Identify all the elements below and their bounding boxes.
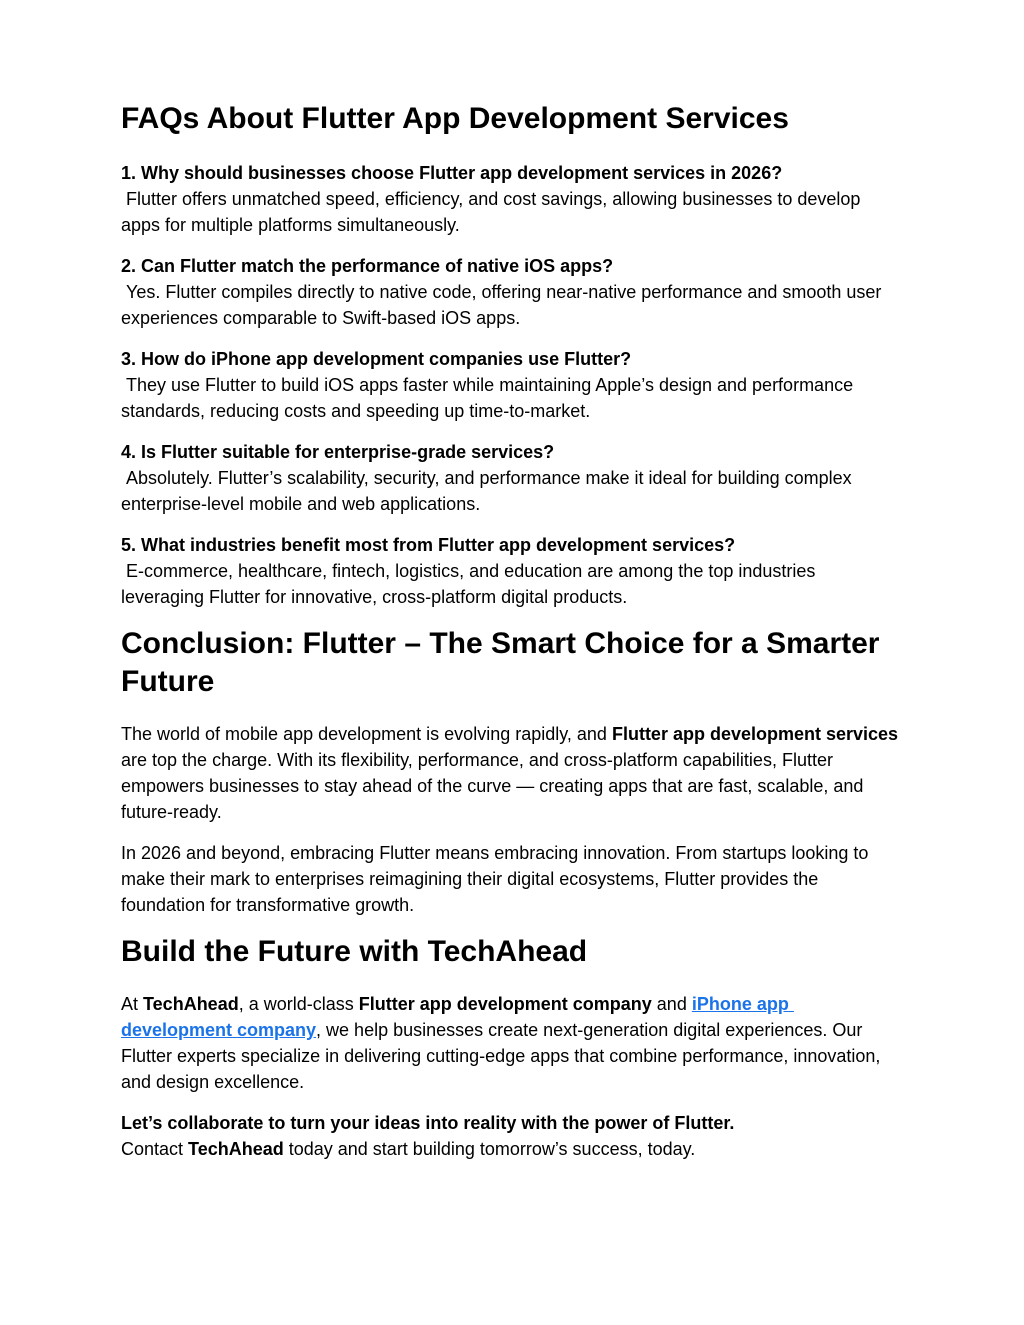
text-segment: , a world-class [238, 994, 359, 1014]
faq-question: 1. Why should businesses choose Flutter app development services in 2026? [121, 163, 783, 183]
faq-question: 4. Is Flutter suitable for enterprise-grade services? [121, 442, 555, 462]
faq-answer: Flutter offers unmatched speed, efficiency, and cost savings, allowing businesses to develop apps for multiple platforms simultaneously. [121, 189, 866, 235]
faq-item [121, 346, 903, 424]
bold-text-segment: Flutter app development services [611, 724, 899, 744]
faq-answer: They use Flutter to build iOS apps faster while maintaining Apple’s design and performance standards, reducing costs and speeding up time-to-market. [121, 375, 859, 421]
faq-item [121, 532, 903, 610]
faq-answer: Absolutely. Flutter’s scalability, security, and performance make it ideal for building complex enterprise-level mobile and web applications. [121, 468, 857, 514]
cta-contact-line [121, 1136, 903, 1162]
cta-bold-line: Let’s collaborate to turn your ideas into reality with the power of Flutter. [121, 1113, 735, 1133]
text-segment: today and start building tomorrow’s success, today. [283, 1139, 696, 1159]
conclusion-paragraph-2: In 2026 and beyond, embracing Flutter means embracing innovation. From startups looking to make their mark to enterprises reimagining their digital ecosystems, Flutter provides the foundation for transformative growth. [121, 843, 874, 915]
text-segment: The world of mobile app development is evolving rapidly, and [121, 724, 612, 744]
text-segment: At [121, 994, 144, 1014]
faq-question: 5. What industries benefit most from Flutter app development services? [121, 535, 736, 555]
faq-section-title: FAQs About Flutter App Development Services [121, 102, 789, 135]
faq-item [121, 160, 903, 238]
faq-item [121, 439, 903, 517]
text-segment: Contact [121, 1139, 189, 1159]
text-segment: and [651, 994, 692, 1014]
faq-answer: Yes. Flutter compiles directly to native code, offering near-native performance and smooth user experiences comparable to Swift-based iOS apps. [121, 282, 887, 328]
text-segment: , we help businesses create next-generation digital experiences. Our Flutter experts specialize in delivering cutting-edge apps that combine performance, innovation, and design excellence. [121, 1020, 886, 1092]
iphone-app-development-link[interactable]: iPhone app development company [121, 994, 794, 1040]
faq-answer: E-commerce, healthcare, fintech, logistics, and education are among the top industries leveraging Flutter for innovative, cross-platform digital products. [121, 561, 821, 607]
bold-text-segment: Flutter app development company [358, 994, 652, 1014]
conclusion-title: Conclusion: Flutter – The Smart Choice for a Smarter Future [121, 627, 880, 698]
faq-question: 2. Can Flutter match the performance of native iOS apps? [121, 256, 614, 276]
bold-text-segment: TechAhead [143, 994, 239, 1014]
conclusion-paragraph-1 [121, 721, 903, 825]
build-future-title: Build the Future with TechAhead [121, 935, 588, 968]
faq-section [121, 160, 903, 610]
text-segment: are top the charge. With its flexibility, performance, and cross-platform capabilities, Flutter empowers businesses to stay ahead of the curve — creating apps that are fast, scalable, and future-ready. [121, 724, 904, 822]
faq-question: 3. How do iPhone app development companies use Flutter? [121, 349, 632, 369]
cta-paragraph [121, 991, 903, 1095]
bold-text-segment: TechAhead [188, 1139, 284, 1159]
faq-item [121, 253, 903, 331]
